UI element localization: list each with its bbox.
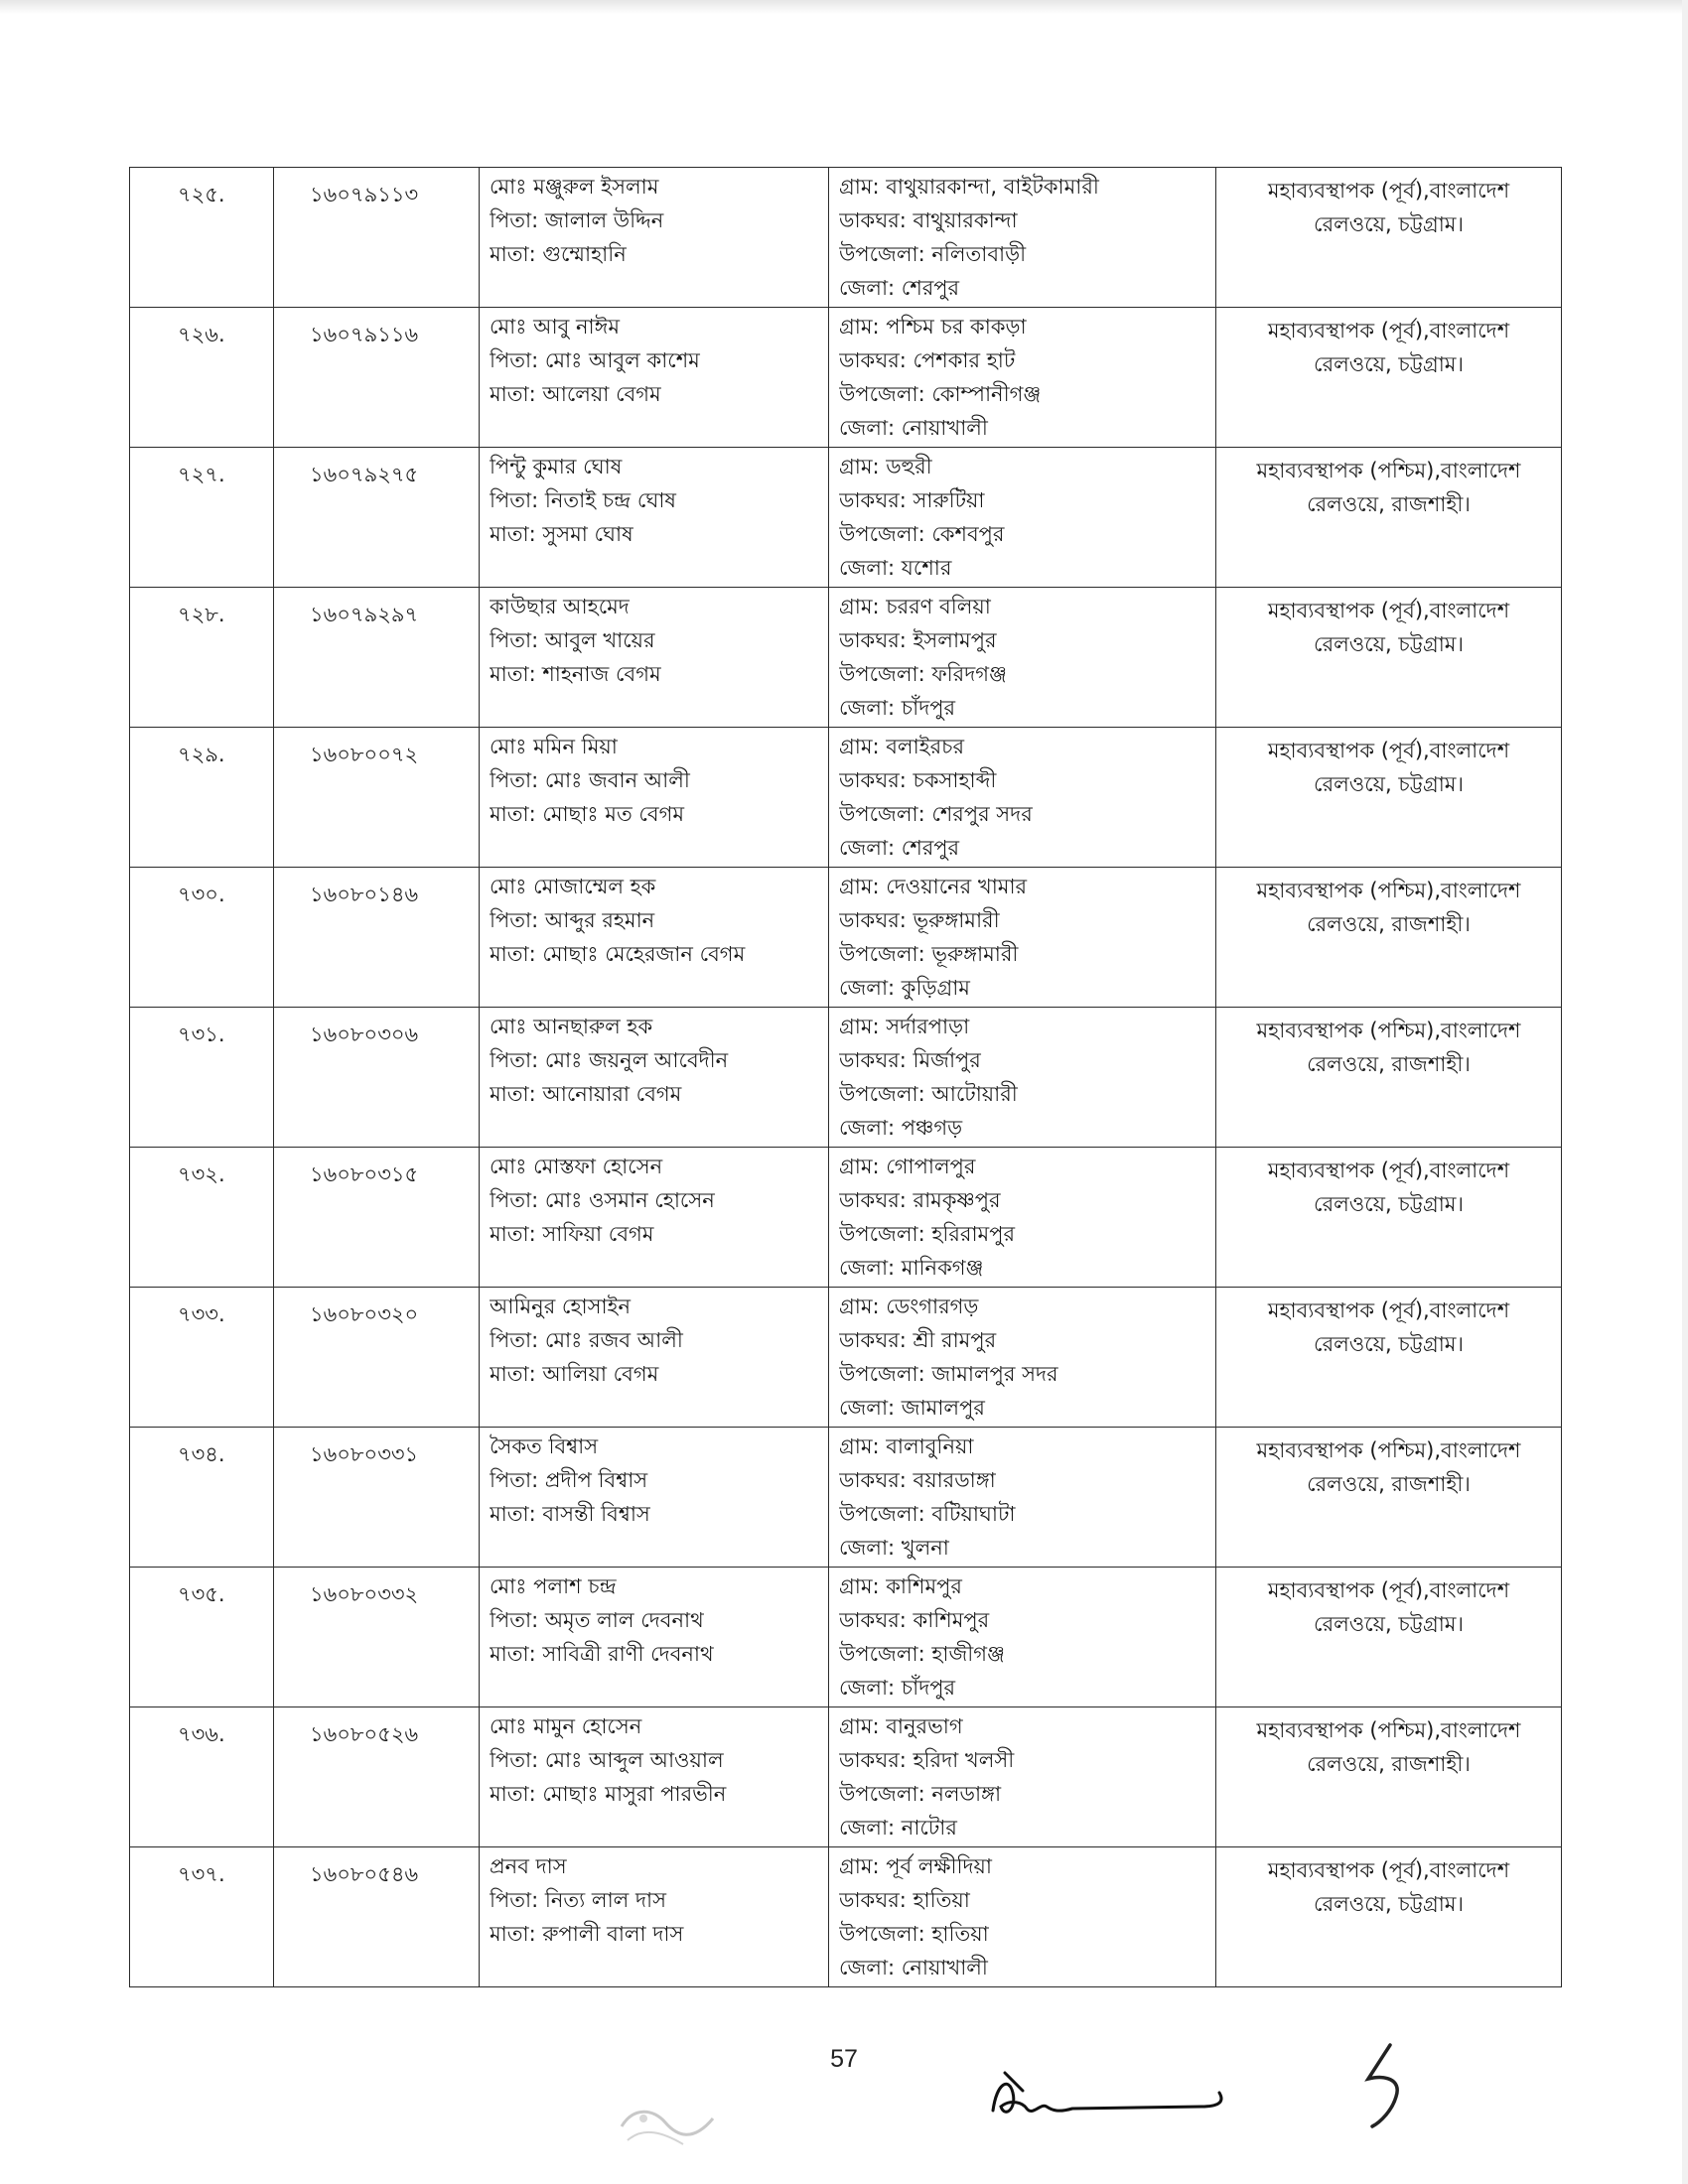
name-cell-name: মোঃ আনছারুল হক xyxy=(490,1015,653,1038)
name-cell xyxy=(480,1288,829,1428)
serial-cell xyxy=(130,1148,274,1288)
address-cell-upazila: উপজেলা: ভূরুঙ্গামারী xyxy=(839,942,1019,966)
name-cell-mother: মাতা: সুসমা ঘোষ xyxy=(490,522,633,546)
address-cell-village: গ্রাম: দেওয়ানের খামার xyxy=(839,875,1028,898)
name-cell-father: পিতা: নিত্য লাল দাস xyxy=(490,1888,666,1912)
serial-cell-serial: ৭২৫. xyxy=(178,183,225,206)
address-cell-district: জেলা: কুড়িগ্রাম xyxy=(839,976,970,1000)
address-cell-district: জেলা: নাটোর xyxy=(839,1816,957,1840)
address-cell xyxy=(829,728,1216,868)
roll-cell-roll: ১৬০৮০৩০৬ xyxy=(310,1023,419,1046)
office-cell-office2: রেলওয়ে, চট্টগ্রাম। xyxy=(1314,1892,1464,1916)
address-cell-upazila: উপজেলা: নলডাঙ্গা xyxy=(839,1782,1002,1806)
name-cell-mother: মাতা: রুপালী বালা দাস xyxy=(490,1922,684,1946)
roll-cell xyxy=(274,1847,480,1987)
roll-cell-roll: ১৬০৮০৫৪৬ xyxy=(310,1862,419,1886)
roll-cell xyxy=(274,1428,480,1568)
address-cell-post: ডাকঘর: হাতিয়া xyxy=(839,1888,970,1912)
address-cell-upazila: উপজেলা: হাতিয়া xyxy=(839,1922,989,1946)
address-cell-village: গ্রাম: ডেংগারগড় xyxy=(839,1295,979,1318)
name-cell xyxy=(480,1008,829,1148)
name-cell xyxy=(480,1148,829,1288)
name-cell-name: প্রনব দাস xyxy=(490,1854,567,1878)
address-cell-district: জেলা: চাঁদপুর xyxy=(839,696,956,720)
name-cell xyxy=(480,868,829,1008)
address-cell-district: জেলা: নোয়াখালী xyxy=(839,1956,988,1979)
name-cell xyxy=(480,448,829,588)
address-cell-village: গ্রাম: বলাইরচর xyxy=(839,735,965,758)
office-cell-office1: মহাব্যবস্থাপক (পশ্চিম),বাংলাদেশ xyxy=(1256,1438,1521,1462)
name-cell-mother: মাতা: মোছাঃ মেহেরজান বেগম xyxy=(490,942,746,966)
address-cell xyxy=(829,448,1216,588)
serial-cell xyxy=(130,448,274,588)
table-row xyxy=(130,728,1562,868)
name-cell-name: মোঃ আবু নাঈম xyxy=(490,315,620,339)
name-cell-mother: মাতা: সাফিয়া বেগম xyxy=(490,1222,654,1246)
address-cell-post: ডাকঘর: ইসলামপুর xyxy=(839,628,997,652)
address-cell-village: গ্রাম: সর্দারপাড়া xyxy=(839,1015,970,1038)
serial-cell-serial: ৭৩৭. xyxy=(178,1862,225,1886)
address-cell xyxy=(829,1847,1216,1987)
office-cell-office1: মহাব্যবস্থাপক (পূর্ব),বাংলাদেশ xyxy=(1267,1159,1510,1182)
name-cell-name: কাউছার আহমেদ xyxy=(490,595,630,618)
name-cell-name: মোঃ পলাশ চন্দ্র xyxy=(490,1574,617,1598)
address-cell-district: জেলা: যশোর xyxy=(839,556,952,580)
roll-cell-roll: ১৬০৮০১৪৬ xyxy=(310,883,419,906)
name-cell-name: মোঃ মোজাম্মেল হক xyxy=(490,875,656,898)
address-cell-village: গ্রাম: বানুরভাগ xyxy=(839,1714,963,1738)
office-cell xyxy=(1216,168,1562,308)
roll-cell xyxy=(274,588,480,728)
address-cell-district: জেলা: নোয়াখালী xyxy=(839,416,988,440)
address-cell-post: ডাকঘর: কাশিমপুর xyxy=(839,1608,990,1632)
office-cell-office1: মহাব্যবস্থাপক (পশ্চিম),বাংলাদেশ xyxy=(1256,1019,1521,1042)
address-cell-post: ডাকঘর: পেশকার হাট xyxy=(839,348,1016,372)
serial-cell xyxy=(130,308,274,448)
roll-cell xyxy=(274,1148,480,1288)
address-cell xyxy=(829,1008,1216,1148)
office-cell-office1: মহাব্যবস্থাপক (পূর্ব),বাংলাদেশ xyxy=(1267,179,1510,203)
name-cell-mother: মাতা: আলেয়া বেগম xyxy=(490,382,661,406)
serial-cell-serial: ৭৩১. xyxy=(178,1023,225,1046)
serial-cell xyxy=(130,1288,274,1428)
address-cell xyxy=(829,1288,1216,1428)
name-cell-father: পিতা: জালাল উদ্দিন xyxy=(490,208,664,232)
name-cell xyxy=(480,728,829,868)
address-cell-post: ডাকঘর: শ্রী রামপুর xyxy=(839,1328,997,1352)
address-cell xyxy=(829,588,1216,728)
initial-mark xyxy=(1350,2035,1430,2134)
roll-cell-roll: ১৬০৭৯১১৬ xyxy=(310,323,419,346)
signature-mark xyxy=(983,2063,1241,2132)
office-cell-office1: মহাব্যবস্থাপক (পূর্ব),বাংলাদেশ xyxy=(1267,739,1510,762)
office-cell-office1: মহাব্যবস্থাপক (পূর্ব),বাংলাদেশ xyxy=(1267,1298,1510,1322)
address-cell-post: ডাকঘর: চকসাহাব্দী xyxy=(839,768,997,792)
address-cell-upazila: উপজেলা: আটোয়ারী xyxy=(839,1082,1018,1106)
table-row xyxy=(130,308,1562,448)
address-cell-post: ডাকঘর: মির্জাপুর xyxy=(839,1048,981,1072)
office-cell-office2: রেলওয়ে, রাজশাহী। xyxy=(1307,1052,1471,1076)
serial-cell xyxy=(130,1428,274,1568)
address-cell xyxy=(829,1148,1216,1288)
name-cell-mother: মাতা: সাবিত্রী রাণী দেবনাথ xyxy=(490,1642,714,1666)
name-cell-father: পিতা: অমৃত লাল দেবনাথ xyxy=(490,1608,704,1632)
office-cell xyxy=(1216,1847,1562,1987)
address-cell-upazila: উপজেলা: কেশবপুর xyxy=(839,522,1005,546)
name-cell xyxy=(480,1847,829,1987)
address-cell-post: ডাকঘর: হরিদা খলসী xyxy=(839,1748,1015,1772)
office-cell xyxy=(1216,1568,1562,1707)
address-cell xyxy=(829,1707,1216,1847)
name-cell-father: পিতা: আবুল খায়ের xyxy=(490,628,655,652)
name-cell-father: পিতা: প্রদীপ বিশ্বাস xyxy=(490,1468,648,1492)
office-cell xyxy=(1216,1008,1562,1148)
address-cell xyxy=(829,168,1216,308)
name-cell-father: পিতা: মোঃ জয়নুল আবেদীন xyxy=(490,1048,729,1072)
name-cell xyxy=(480,168,829,308)
office-cell-office2: রেলওয়ে, চট্টগ্রাম। xyxy=(1314,1612,1464,1636)
candidate-roster-table xyxy=(129,167,1562,1987)
name-cell-name: পিন্টু কুমার ঘোষ xyxy=(490,455,623,478)
table-row xyxy=(130,1008,1562,1148)
roll-cell-roll: ১৬০৮০৩১৫ xyxy=(310,1162,419,1186)
name-cell-mother: মাতা: গুম্মোহানি xyxy=(490,242,627,266)
serial-cell-serial: ৭৩৪. xyxy=(178,1442,225,1466)
name-cell-mother: মাতা: মোছাঃ মাসুরা পারভীন xyxy=(490,1782,727,1806)
roll-cell xyxy=(274,1008,480,1148)
table-row xyxy=(130,168,1562,308)
address-cell xyxy=(829,308,1216,448)
office-cell-office2: রেলওয়ে, চট্টগ্রাম। xyxy=(1314,772,1464,796)
address-cell-upazila: উপজেলা: কোম্পানীগঞ্জ xyxy=(839,382,1042,406)
office-cell-office1: মহাব্যবস্থাপক (পশ্চিম),বাংলাদেশ xyxy=(1256,879,1521,902)
roll-cell xyxy=(274,1568,480,1707)
address-cell-upazila: উপজেলা: হরিরামপুর xyxy=(839,1222,1016,1246)
serial-cell xyxy=(130,868,274,1008)
name-cell-father: পিতা: আব্দুর রহমান xyxy=(490,908,655,932)
serial-cell xyxy=(130,1707,274,1847)
roster-body xyxy=(130,168,1562,1987)
address-cell-district: জেলা: মানিকগঞ্জ xyxy=(839,1256,984,1280)
table-row xyxy=(130,1568,1562,1707)
roll-cell xyxy=(274,168,480,308)
name-cell xyxy=(480,1707,829,1847)
office-cell-office2: রেলওয়ে, চট্টগ্রাম। xyxy=(1314,1192,1464,1216)
roll-cell-roll: ১৬০৮০৩৩১ xyxy=(310,1442,419,1466)
scan-edge-right xyxy=(1682,0,1688,2184)
address-cell-village: গ্রাম: বালাবুনিয়া xyxy=(839,1434,974,1458)
roll-cell-roll: ১৬০৮০৫২৬ xyxy=(310,1722,419,1746)
roll-cell xyxy=(274,308,480,448)
office-cell xyxy=(1216,868,1562,1008)
address-cell-upazila: উপজেলা: বটিয়াঘাটা xyxy=(839,1502,1016,1526)
serial-cell-serial: ৭৩৩. xyxy=(178,1302,225,1326)
address-cell-district: জেলা: চাঁদপুর xyxy=(839,1676,956,1700)
roll-cell xyxy=(274,1288,480,1428)
address-cell-upazila: উপজেলা: হাজীগঞ্জ xyxy=(839,1642,1005,1666)
table-row xyxy=(130,448,1562,588)
serial-cell-serial: ৭২৭. xyxy=(178,463,225,486)
address-cell-district: জেলা: শেরপুর xyxy=(839,836,960,860)
address-cell-upazila: উপজেলা: নলিতাবাড়ী xyxy=(839,242,1027,266)
office-cell-office2: রেলওয়ে, রাজশাহী। xyxy=(1307,912,1471,936)
office-cell-office1: মহাব্যবস্থাপক (পূর্ব),বাংলাদেশ xyxy=(1267,319,1510,342)
table-row xyxy=(130,1288,1562,1428)
name-cell-mother: মাতা: আলিয়া বেগম xyxy=(490,1362,659,1386)
office-cell-office1: মহাব্যবস্থাপক (পূর্ব),বাংলাদেশ xyxy=(1267,1858,1510,1882)
name-cell-father: পিতা: মোঃ আবুল কাশেম xyxy=(490,348,700,372)
address-cell-post: ডাকঘর: বাথুয়ারকান্দা xyxy=(839,208,1018,232)
serial-cell xyxy=(130,168,274,308)
name-cell-name: মোঃ মঞ্জুরুল ইসলাম xyxy=(490,175,659,199)
name-cell-name: মোঃ মোস্তফা হোসেন xyxy=(490,1155,663,1178)
address-cell-village: গ্রাম: চররণ বলিয়া xyxy=(839,595,991,618)
address-cell xyxy=(829,1568,1216,1707)
serial-cell-serial: ৭৩২. xyxy=(178,1162,225,1186)
name-cell-father: পিতা: নিতাই চন্দ্র ঘোষ xyxy=(490,488,677,512)
office-cell-office2: রেলওয়ে, রাজশাহী। xyxy=(1307,492,1471,516)
address-cell-district: জেলা: পঞ্চগড় xyxy=(839,1116,963,1140)
name-cell-mother: মাতা: বাসন্তী বিশ্বাস xyxy=(490,1502,650,1526)
office-cell-office2: রেলওয়ে, রাজশাহী। xyxy=(1307,1752,1471,1776)
table-row xyxy=(130,1847,1562,1987)
serial-cell xyxy=(130,1008,274,1148)
name-cell-name: মোঃ মামুন হোসেন xyxy=(490,1714,642,1738)
faint-stamp-mark xyxy=(614,2097,723,2156)
serial-cell-serial: ৭৩০. xyxy=(178,883,225,906)
name-cell-mother: মাতা: শাহনাজ বেগম xyxy=(490,662,661,686)
roll-cell xyxy=(274,868,480,1008)
scan-edge-top xyxy=(0,0,1688,14)
name-cell-name: আমিনুর হোসাইন xyxy=(490,1295,631,1318)
address-cell-district: জেলা: জামালপুর xyxy=(839,1396,985,1420)
address-cell-village: গ্রাম: ডহুরী xyxy=(839,455,932,478)
serial-cell xyxy=(130,588,274,728)
roll-cell-roll: ১৬০৭৯২৯৭ xyxy=(310,603,419,626)
office-cell-office1: মহাব্যবস্থাপক (পশ্চিম),বাংলাদেশ xyxy=(1256,459,1521,482)
name-cell-mother: মাতা: আনোয়ারা বেগম xyxy=(490,1082,682,1106)
name-cell-name: সৈকত বিশ্বাস xyxy=(490,1434,599,1458)
roll-cell-roll: ১৬০৭৯১১৩ xyxy=(310,183,419,206)
office-cell-office1: মহাব্যবস্থাপক (পূর্ব),বাংলাদেশ xyxy=(1267,1578,1510,1602)
name-cell-father: পিতা: মোঃ জবান আলী xyxy=(490,768,690,792)
office-cell-office2: রেলওয়ে, চট্টগ্রাম। xyxy=(1314,352,1464,376)
office-cell xyxy=(1216,1288,1562,1428)
serial-cell xyxy=(130,728,274,868)
address-cell-post: ডাকঘর: রামকৃষ্ণপুর xyxy=(839,1188,1001,1212)
roll-cell-roll: ১৬০৮০৩২০ xyxy=(310,1302,419,1326)
address-cell-village: গ্রাম: গোপালপুর xyxy=(839,1155,976,1178)
office-cell xyxy=(1216,1707,1562,1847)
name-cell xyxy=(480,588,829,728)
roll-cell-roll: ১৬০৭৯২৭৫ xyxy=(310,463,419,486)
address-cell xyxy=(829,1428,1216,1568)
name-cell-name: মোঃ মমিন মিয়া xyxy=(490,735,618,758)
address-cell-post: ডাকঘর: ভূরুঙ্গামারী xyxy=(839,908,1000,932)
address-cell-village: গ্রাম: কাশিমপুর xyxy=(839,1574,962,1598)
serial-cell-serial: ৭২৬. xyxy=(178,323,225,346)
name-cell xyxy=(480,308,829,448)
address-cell-district: জেলা: শেরপুর xyxy=(839,276,960,300)
roll-cell xyxy=(274,1707,480,1847)
office-cell xyxy=(1216,588,1562,728)
name-cell-mother: মাতা: মোছাঃ মত বেগম xyxy=(490,802,685,826)
office-cell xyxy=(1216,448,1562,588)
table-row xyxy=(130,1428,1562,1568)
address-cell-village: গ্রাম: বাথুয়ারকান্দা, বাইটকামারী xyxy=(839,175,1099,199)
office-cell xyxy=(1216,1148,1562,1288)
name-cell-father: পিতা: মোঃ রজব আলী xyxy=(490,1328,683,1352)
office-cell xyxy=(1216,1428,1562,1568)
address-cell-post: ডাকঘর: বয়ারডাঙ্গা xyxy=(839,1468,996,1492)
table-row xyxy=(130,588,1562,728)
address-cell-upazila: উপজেলা: ফরিদগঞ্জ xyxy=(839,662,1007,686)
office-cell-office2: রেলওয়ে, চট্টগ্রাম। xyxy=(1314,212,1464,236)
roll-cell xyxy=(274,448,480,588)
table-row xyxy=(130,868,1562,1008)
roll-cell xyxy=(274,728,480,868)
table-row xyxy=(130,1707,1562,1847)
office-cell-office2: রেলওয়ে, রাজশাহী। xyxy=(1307,1472,1471,1496)
name-cell xyxy=(480,1428,829,1568)
serial-cell-serial: ৭৩৬. xyxy=(178,1722,225,1746)
serial-cell xyxy=(130,1847,274,1987)
serial-cell-serial: ৭৩৫. xyxy=(178,1582,225,1606)
page-number: 57 xyxy=(830,2045,858,2073)
address-cell-upazila: উপজেলা: শেরপুর সদর xyxy=(839,802,1033,826)
name-cell xyxy=(480,1568,829,1707)
roll-cell-roll: ১৬০৮০৩৩২ xyxy=(310,1582,419,1606)
serial-cell-serial: ৭২৮. xyxy=(178,603,225,626)
office-cell xyxy=(1216,728,1562,868)
address-cell-village: গ্রাম: পশ্চিম চর কাকড়া xyxy=(839,315,1027,339)
address-cell xyxy=(829,868,1216,1008)
name-cell-father: পিতা: মোঃ আব্দুল আওয়াল xyxy=(490,1748,724,1772)
table-row xyxy=(130,1148,1562,1288)
address-cell-district: জেলা: খুলনা xyxy=(839,1536,949,1560)
serial-cell-serial: ৭২৯. xyxy=(178,743,225,766)
serial-cell xyxy=(130,1568,274,1707)
address-cell-upazila: উপজেলা: জামালপুর সদর xyxy=(839,1362,1058,1386)
office-cell-office1: মহাব্যবস্থাপক (পূর্ব),বাংলাদেশ xyxy=(1267,599,1510,622)
roll-cell-roll: ১৬০৮০০৭২ xyxy=(310,743,419,766)
office-cell xyxy=(1216,308,1562,448)
office-cell-office1: মহাব্যবস্থাপক (পশ্চিম),বাংলাদেশ xyxy=(1256,1718,1521,1742)
office-cell-office2: রেলওয়ে, চট্টগ্রাম। xyxy=(1314,1332,1464,1356)
address-cell-village: গ্রাম: পূর্ব লক্ষীদিয়া xyxy=(839,1854,993,1878)
name-cell-father: পিতা: মোঃ ওসমান হোসেন xyxy=(490,1188,715,1212)
office-cell-office2: রেলওয়ে, চট্টগ্রাম। xyxy=(1314,632,1464,656)
address-cell-post: ডাকঘর: সারুটিয়া xyxy=(839,488,985,512)
